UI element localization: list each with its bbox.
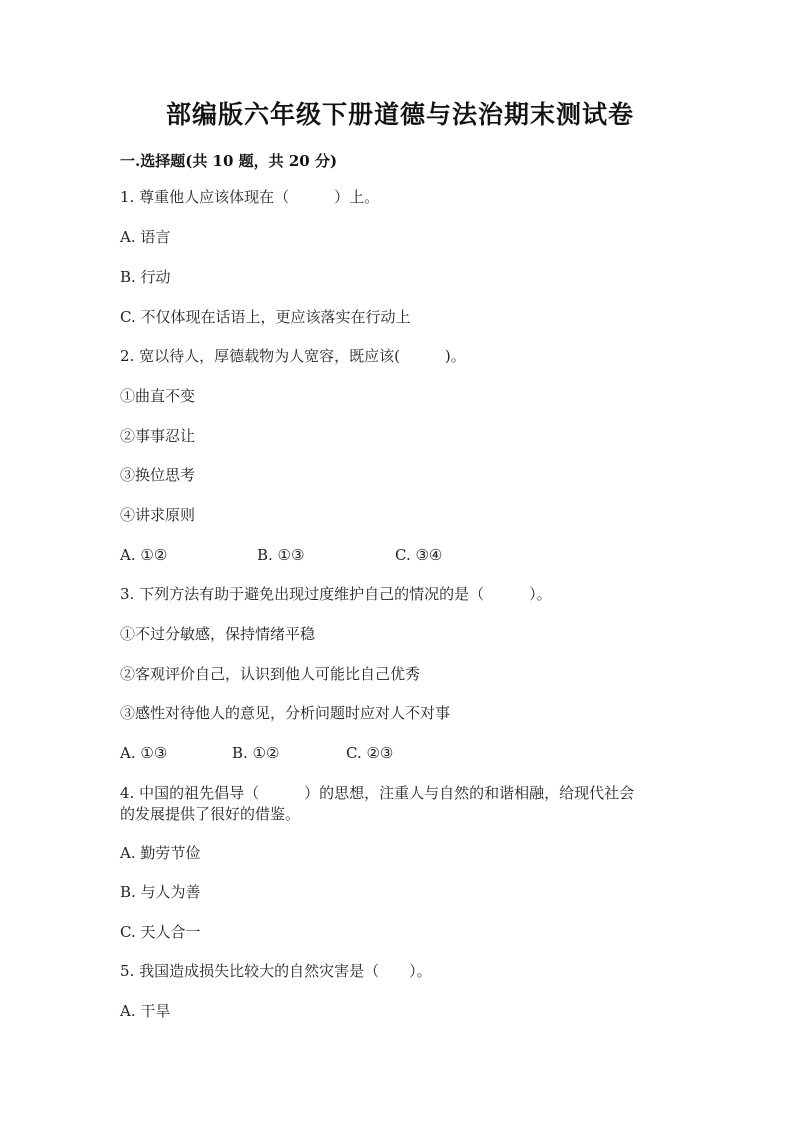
question-3-option-a: A. ①③ xyxy=(120,744,168,762)
question-2-stem: 2. 宽以待人，厚德载物为人宽容，既应该( )。 xyxy=(120,347,466,365)
question-4-option-a: A. 勤劳节俭 xyxy=(120,844,201,862)
question-4-stem-line-1: 4. 中国的祖先倡导（ ）的思想，注重人与自然的和谐相融，给现代社会 xyxy=(120,784,635,802)
question-3-option-b: B. ①② xyxy=(232,744,280,762)
question-1-option-b: B. 行动 xyxy=(120,268,171,286)
question-5-option-a: A. 干旱 xyxy=(120,1002,171,1020)
question-1-option-c: C. 不仅体现在话语上，更应该落实在行动上 xyxy=(120,308,411,326)
question-3-item-1: ①不过分敏感，保持情绪平稳 xyxy=(120,625,316,643)
question-2-option-b: B. ①③ xyxy=(257,546,305,564)
question-2-option-a: A. ①② xyxy=(120,546,168,564)
question-3-stem: 3. 下列方法有助于避免出现过度维护自己的情况的是（ ）。 xyxy=(120,585,552,603)
question-3-item-3: ③感性对待他人的意见，分析问题时应对人不对事 xyxy=(120,704,451,722)
question-1-option-a: A. 语言 xyxy=(120,228,171,246)
question-1-stem: 1. 尊重他人应该体现在（ ）上。 xyxy=(120,188,380,206)
section-heading: 一.选择题(共 10 题，共 20 分) xyxy=(120,152,338,170)
question-3-option-c: C. ②③ xyxy=(346,744,394,762)
question-4-stem-line-2: 的发展提供了很好的借鉴。 xyxy=(120,805,301,823)
question-2-item-1: ①曲直不变 xyxy=(120,387,196,405)
question-2-item-2: ②事事忍让 xyxy=(120,427,196,445)
question-5-stem: 5. 我国造成损失比较大的自然灾害是（ ）。 xyxy=(120,962,432,980)
question-4-option-b: B. 与人为善 xyxy=(120,883,201,901)
question-3-item-2: ②客观评价自己，认识到他人可能比自己优秀 xyxy=(120,665,421,683)
question-2-item-3: ③换位思考 xyxy=(120,466,196,484)
question-4-option-c: C. 天人合一 xyxy=(120,923,201,941)
question-2-option-c: C. ③④ xyxy=(395,546,443,564)
document-title: 部编版六年级下册道德与法治期末测试卷 xyxy=(165,100,634,129)
question-2-item-4: ④讲求原则 xyxy=(120,506,196,524)
